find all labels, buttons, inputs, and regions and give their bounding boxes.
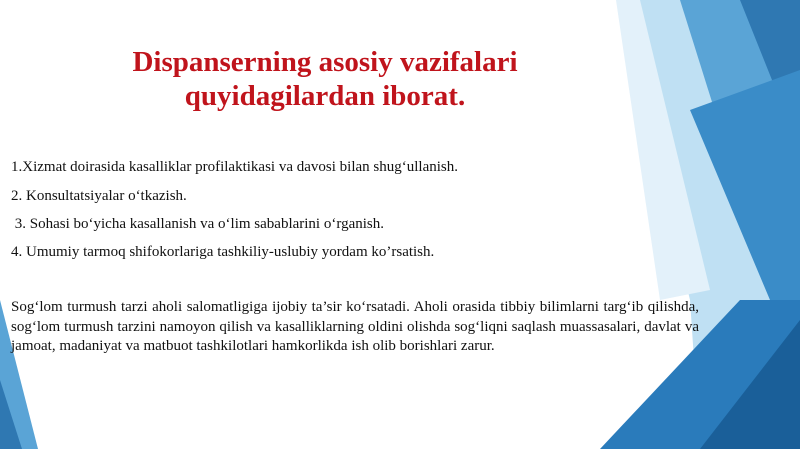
slide-title-line-1: Dispanserning asosiy vazifalari bbox=[132, 46, 518, 78]
body-paragraph: Sog‘lom turmush tarzi aholi salomatligiga ijobiy ta’sir ko‘rsatadi. Aholi orasida tibbiy bilimlarni targ‘ib qilishda, sog‘lom turmush tarzini namoyon qilish va kasalliklarning oldini olishda sog‘liqni saqlash muassasalari, davlat va jamoat, madaniyat va matbuot tashkilotlari hamkorlikda ish olib borishlari zarur. bbox=[11, 299, 699, 354]
list-item-1: 1.Xizmat doirasida kasalliklar profilaktikasi va davosi bilan shug‘ullanish. bbox=[11, 159, 458, 175]
list-item-2: 2. Konsultatsiyalar o‘tkazish. bbox=[11, 188, 187, 204]
list-item-3: 3. Sohasi bo‘yicha kasallanish va o‘lim sabablarini o‘rganish. bbox=[11, 216, 384, 232]
list-item-4: 4. Umumiy tarmoq shifokorlariga tashkiliy-uslubiy yordam ko’rsatish. bbox=[11, 244, 435, 260]
slide-title bbox=[110, 45, 540, 113]
slide-title-line-2: quyidagilardan iborat. bbox=[184, 80, 466, 112]
